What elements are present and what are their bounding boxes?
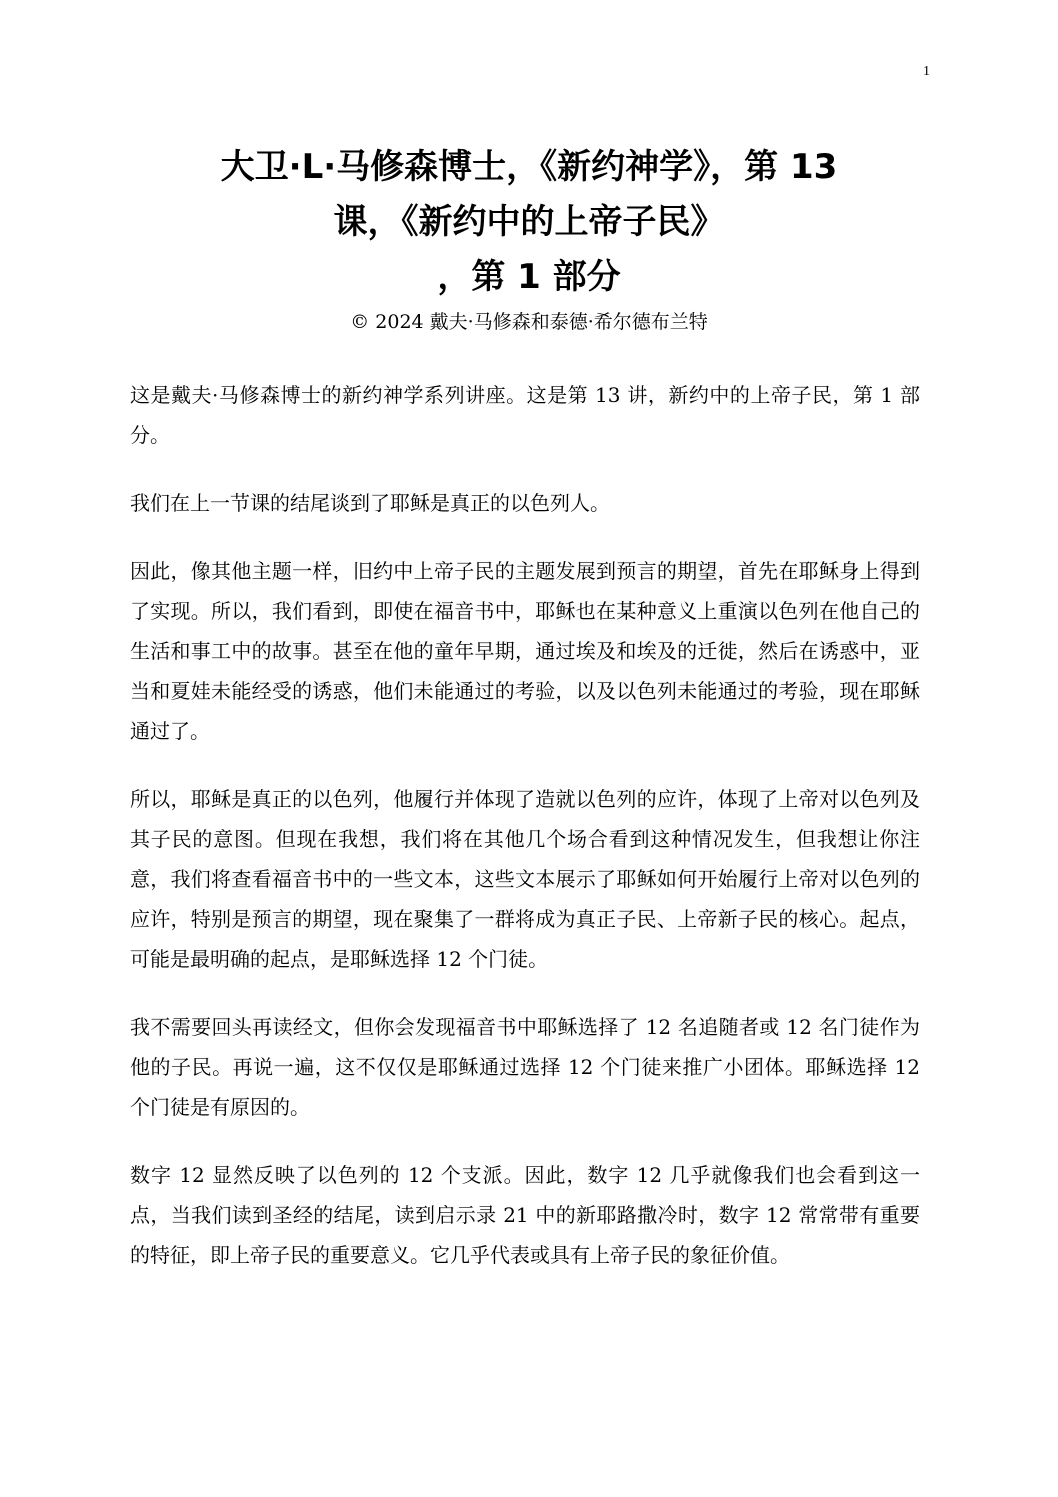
title-line-3: ，第 1 部分 — [437, 257, 621, 297]
title-line-1: 大卫·L·马修森博士，《新约神学》，第 13 — [220, 147, 838, 187]
paragraph-5: 我不需要回头再读经文，但你会发现福音书中耶稣选择了 12 名追随者或 12 名门徒作为他的子民。再说一遍，这不仅仅是耶稣通过选择 12 个门徒来推广小团体。耶稣选择 12 个门徒是有原因的。 — [130, 1015, 920, 1119]
paragraph-3: 因此，像其他主题一样，旧约中上帝子民的主题发展到预言的期望，首先在耶稣身上得到了实现。所以，我们看到，即使在福音书中，耶稣也在某种意义上重演以色列在他自己的生活和事工中的故事。甚至在他的童年早期，通过埃及和埃及的迁徙，然后在诱惑中，亚当和夏娃未能经受的诱惑，他们未能通过的考验，以及以色列未能通过的考验，现在耶稣通过了。 — [130, 559, 920, 743]
page-number: 1 — [923, 64, 930, 79]
paragraph-6: 数字 12 显然反映了以色列的 12 个支派。因此，数字 12 几乎就像我们也会看到这一点，当我们读到圣经的结尾，读到启示录 21 中的新耶路撒冷时，数字 12 常常带有重要的特征，即上帝子民的重要意义。它几乎代表或具有上帝子民的象征价值。 — [130, 1163, 920, 1267]
paragraph-2: 我们在上一节课的结尾谈到了耶稣是真正的以色列人。 — [130, 491, 610, 515]
title-line-2: 课，《新约中的上帝子民》 — [333, 202, 725, 242]
body-text — [130, 375, 920, 1303]
title-block — [130, 140, 928, 337]
paragraph-1: 这是戴夫·马修森博士的新约神学系列讲座。这是第 13 讲，新约中的上帝子民，第 1 部分。 — [130, 383, 920, 447]
copyright-line: © 2024 戴夫·马修森和泰德·希尔德布兰特 — [350, 311, 708, 333]
paragraph-4: 所以，耶稣是真正的以色列，他履行并体现了造就以色列的应许，体现了上帝对以色列及其子民的意图。但现在我想，我们将在其他几个场合看到这种情况发生，但我想让你注意，我们将查看福音书中的一些文本，这些文本展示了耶稣如何开始履行上帝对以色列的应许，特别是预言的期望，现在聚集了一群将成为真正子民、上帝新子民的核心。起点，可能是最明确的起点，是耶稣选择 12 个门徒。 — [130, 787, 920, 971]
